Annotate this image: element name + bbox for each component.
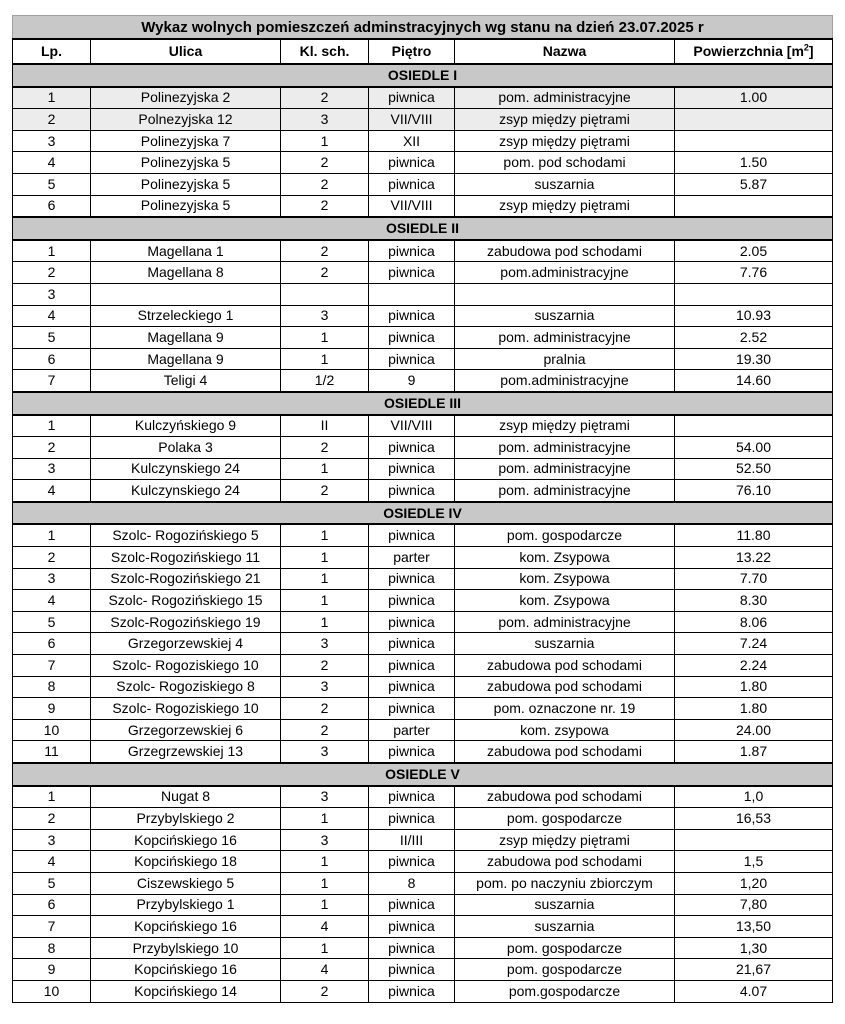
cell-nazwa: pom. administracyjne [455,87,675,109]
cell-kl: 2 [281,437,369,459]
cell-pietro [369,283,455,305]
cell-pow: 14.60 [675,370,833,392]
cell-kl: 3 [281,109,369,131]
table-row [13,959,833,981]
cell-ulica: Ciszewskiego 5 [91,872,281,894]
cell-nazwa: pom. oznaczone nr. 19 [455,698,675,720]
cell-pow: 8.30 [675,590,833,612]
cell-ulica: Przybylskiego 10 [91,937,281,959]
cell-nazwa: zsyp między piętrami [455,109,675,131]
cell-nazwa: kom. Zsypowa [455,568,675,590]
cell-nazwa: zsyp między piętrami [455,130,675,152]
cell-lp: 2 [13,437,91,459]
cell-pow: 5.87 [675,173,833,195]
cell-ulica: Kopcińskiego 16 [91,916,281,938]
cell-pow: 1.80 [675,676,833,698]
cell-lp: 3 [13,283,91,305]
cell-lp: 4 [13,851,91,873]
cell-ulica: Polinezyjska 5 [91,195,281,217]
cell-nazwa: zabudowa pod schodami [455,851,675,873]
cell-lp: 2 [13,262,91,284]
cell-pietro: piwnica [369,348,455,370]
cell-kl: 1 [281,458,369,480]
cell-pietro: VII/VIII [369,415,455,437]
section-row [13,392,833,415]
cell-ulica: Grzegorzewskiej 6 [91,719,281,741]
cell-pietro: piwnica [369,937,455,959]
cell-pietro: piwnica [369,480,455,502]
cell-lp: 1 [13,786,91,808]
table-row [13,872,833,894]
table-row [13,87,833,109]
table-row [13,568,833,590]
cell-nazwa: zabudowa pod schodami [455,786,675,808]
cell-pow [675,283,833,305]
cell-lp: 7 [13,916,91,938]
cell-pow: 2.05 [675,240,833,262]
cell-pietro: piwnica [369,458,455,480]
cell-lp: 1 [13,415,91,437]
cell-ulica: Przybylskiego 2 [91,808,281,830]
cell-kl: 1 [281,872,369,894]
header-row [13,39,833,64]
cell-pietro: piwnica [369,851,455,873]
cell-lp: 5 [13,611,91,633]
cell-nazwa: pom. gospodarcze [455,959,675,981]
cell-nazwa: pom. administracyjne [455,437,675,459]
cell-pow: 7.70 [675,568,833,590]
cell-nazwa: pom.gospodarcze [455,980,675,1002]
table-row [13,698,833,720]
table-row [13,370,833,392]
cell-nazwa: pom.administracyjne [455,262,675,284]
table-body [13,64,833,1002]
cell-lp: 3 [13,568,91,590]
cell-lp: 1 [13,87,91,109]
table-row [13,283,833,305]
table-row [13,655,833,677]
cell-ulica: Polinezyjska 5 [91,173,281,195]
table-row [13,305,833,327]
cell-pow: 11.80 [675,524,833,546]
cell-pietro: piwnica [369,786,455,808]
cell-ulica: Szolc- Rogozińskiego 15 [91,590,281,612]
cell-kl: 2 [281,719,369,741]
cell-pow: 19.30 [675,348,833,370]
cell-lp: 6 [13,894,91,916]
cell-nazwa: pom. administracyjne [455,611,675,633]
cell-pietro: piwnica [369,808,455,830]
cell-ulica: Magellana 1 [91,240,281,262]
section-title: OSIEDLE III [13,392,833,415]
cell-pow: 52.50 [675,458,833,480]
pow-label: Powierzchnia [m [693,43,804,59]
section-title: OSIEDLE IV [13,502,833,525]
cell-pow: 13,50 [675,916,833,938]
col-header-pietro: Piętro [369,39,455,64]
cell-lp: 7 [13,655,91,677]
table-row [13,458,833,480]
cell-nazwa: zabudowa pod schodami [455,240,675,262]
cell-nazwa: kom. zsypowa [455,719,675,741]
cell-nazwa: pom. pod schodami [455,152,675,174]
cell-nazwa: pom. po naczyniu zbiorczym [455,872,675,894]
table-row [13,173,833,195]
cell-pow: 1.50 [675,152,833,174]
cell-lp: 1 [13,240,91,262]
table-row [13,741,833,763]
cell-kl: 3 [281,305,369,327]
cell-ulica: Szolc-Rogozińskiego 19 [91,611,281,633]
cell-pietro: 8 [369,872,455,894]
cell-ulica: Polnezyjska 12 [91,109,281,131]
cell-pow: 7.24 [675,633,833,655]
cell-kl: 1 [281,808,369,830]
cell-nazwa: zabudowa pod schodami [455,676,675,698]
cell-ulica: Szolc- Rogoziskiego 10 [91,655,281,677]
table-row [13,937,833,959]
cell-pow: 2.52 [675,327,833,349]
cell-pietro: piwnica [369,173,455,195]
cell-ulica: Kulczyńskiego 9 [91,415,281,437]
cell-pow: 16,53 [675,808,833,830]
cell-lp: 10 [13,719,91,741]
cell-nazwa: zsyp między piętrami [455,829,675,851]
table-row [13,152,833,174]
cell-kl: 2 [281,980,369,1002]
cell-pietro: VII/VIII [369,195,455,217]
cell-kl: 1 [281,568,369,590]
cell-pietro: piwnica [369,676,455,698]
cell-kl: 2 [281,87,369,109]
cell-kl: 3 [281,741,369,763]
cell-pietro: piwnica [369,262,455,284]
cell-ulica: Magellana 9 [91,327,281,349]
cell-lp: 10 [13,980,91,1002]
cell-ulica: Polaka 3 [91,437,281,459]
cell-kl: 1 [281,327,369,349]
cell-lp: 2 [13,109,91,131]
cell-pow: 1,20 [675,872,833,894]
cell-pow: 54.00 [675,437,833,459]
cell-pow: 8.06 [675,611,833,633]
cell-lp: 5 [13,872,91,894]
cell-pietro: piwnica [369,655,455,677]
cell-ulica: Szolc- Rogoziskiego 10 [91,698,281,720]
cell-nazwa [455,283,675,305]
cell-ulica: Grzegorzewskiej 4 [91,633,281,655]
cell-lp: 3 [13,458,91,480]
cell-kl: 2 [281,480,369,502]
table-row [13,240,833,262]
cell-kl: 2 [281,173,369,195]
cell-ulica: Przybylskiego 1 [91,894,281,916]
col-header-ulica: Ulica [91,39,281,64]
cell-nazwa: zsyp między piętrami [455,195,675,217]
cell-ulica: Szolc-Rogozińskiego 21 [91,568,281,590]
cell-kl: 1 [281,130,369,152]
cell-pow: 7.76 [675,262,833,284]
cell-pietro: piwnica [369,524,455,546]
cell-pietro: piwnica [369,959,455,981]
cell-lp: 9 [13,698,91,720]
cell-lp: 4 [13,480,91,502]
cell-pietro: piwnica [369,633,455,655]
cell-lp: 2 [13,547,91,569]
cell-pietro: piwnica [369,894,455,916]
cell-kl: 2 [281,262,369,284]
table-row [13,808,833,830]
cell-ulica: Polinezyjska 2 [91,87,281,109]
cell-kl: 4 [281,916,369,938]
table-row [13,327,833,349]
cell-kl: 1 [281,524,369,546]
cell-pietro: XII [369,130,455,152]
pow-label-end: ] [808,43,814,59]
cell-ulica: Kulczynskiego 24 [91,458,281,480]
cell-ulica: Szolc- Rogozińskiego 5 [91,524,281,546]
cell-nazwa: zabudowa pod schodami [455,655,675,677]
cell-lp: 3 [13,130,91,152]
cell-nazwa: pom. gospodarcze [455,808,675,830]
cell-ulica: Magellana 9 [91,348,281,370]
section-title: OSIEDLE II [13,217,833,240]
cell-kl: 2 [281,240,369,262]
cell-nazwa: pom. gospodarcze [455,524,675,546]
document-title: Wykaz wolnych pomieszczeń adminstracyjnych wg stanu na dzień 23.07.2025 r [13,16,833,40]
cell-lp: 4 [13,590,91,612]
cell-pietro: VII/VIII [369,109,455,131]
cell-ulica: Polinezyjska 7 [91,130,281,152]
cell-nazwa: kom. Zsypowa [455,547,675,569]
cell-ulica: Polinezyjska 5 [91,152,281,174]
cell-ulica: Szolc- Rogoziskiego 8 [91,676,281,698]
cell-lp: 9 [13,959,91,981]
cell-pietro: 9 [369,370,455,392]
cell-kl: 1 [281,937,369,959]
cell-pietro: piwnica [369,305,455,327]
cell-pietro: piwnica [369,568,455,590]
cell-ulica: Nugat 8 [91,786,281,808]
cell-kl: 1/2 [281,370,369,392]
cell-lp: 6 [13,195,91,217]
cell-lp: 5 [13,173,91,195]
cell-ulica: Kopcińskiego 16 [91,959,281,981]
cell-pietro: piwnica [369,916,455,938]
cell-lp: 8 [13,937,91,959]
cell-nazwa: pom. administracyjne [455,480,675,502]
cell-pietro: piwnica [369,87,455,109]
table-row [13,676,833,698]
cell-kl: 3 [281,676,369,698]
cell-kl: 1 [281,894,369,916]
cell-kl: 4 [281,959,369,981]
cell-pietro: piwnica [369,611,455,633]
cell-nazwa: pom. administracyjne [455,327,675,349]
cell-pow: 7,80 [675,894,833,916]
cell-pow: 21,67 [675,959,833,981]
cell-kl: 3 [281,633,369,655]
cell-nazwa: kom. Zsypowa [455,590,675,612]
table-row [13,109,833,131]
cell-ulica: Szolc-Rogozińskiego 11 [91,547,281,569]
document-sheet [12,15,832,1003]
cell-ulica: Grzegrzewskiej 13 [91,741,281,763]
cell-pow [675,195,833,217]
cell-pietro: piwnica [369,590,455,612]
cell-kl: 1 [281,851,369,873]
cell-nazwa: zabudowa pod schodami [455,741,675,763]
table-row [13,851,833,873]
cell-pietro: piwnica [369,980,455,1002]
table-row [13,719,833,741]
cell-pow: 4.07 [675,980,833,1002]
cell-lp: 5 [13,327,91,349]
cell-nazwa: suszarnia [455,173,675,195]
table-row [13,437,833,459]
cell-ulica: Kopcińskiego 16 [91,829,281,851]
cell-nazwa: pom.administracyjne [455,370,675,392]
cell-pietro: piwnica [369,741,455,763]
cell-ulica: Kulczynskiego 24 [91,480,281,502]
cell-pietro: piwnica [369,240,455,262]
cell-nazwa: pom. administracyjne [455,458,675,480]
cell-kl: 2 [281,698,369,720]
table-row [13,590,833,612]
table-row [13,786,833,808]
section-row [13,763,833,786]
cell-pietro: piwnica [369,698,455,720]
table-row [13,262,833,284]
table-row [13,611,833,633]
cell-pow: 13.22 [675,547,833,569]
cell-nazwa: suszarnia [455,894,675,916]
cell-kl: 2 [281,152,369,174]
section-row [13,64,833,87]
table-row [13,547,833,569]
cell-pow: 24.00 [675,719,833,741]
cell-pietro: piwnica [369,327,455,349]
cell-lp: 6 [13,348,91,370]
cell-nazwa: pom. gospodarcze [455,937,675,959]
cell-pow: 76.10 [675,480,833,502]
section-row [13,217,833,240]
table-row [13,916,833,938]
cell-kl: II [281,415,369,437]
table-row [13,524,833,546]
cell-ulica: Teligi 4 [91,370,281,392]
col-header-kl: Kl. sch. [281,39,369,64]
cell-kl: 2 [281,655,369,677]
cell-lp: 1 [13,524,91,546]
cell-lp: 8 [13,676,91,698]
cell-pow [675,415,833,437]
cell-pow: 1,30 [675,937,833,959]
cell-ulica [91,283,281,305]
table-row [13,829,833,851]
cell-kl: 3 [281,829,369,851]
cell-kl: 1 [281,547,369,569]
table-row [13,415,833,437]
cell-pietro: parter [369,547,455,569]
table-row [13,980,833,1002]
cell-nazwa: suszarnia [455,916,675,938]
cell-nazwa: suszarnia [455,633,675,655]
cell-kl [281,283,369,305]
cell-ulica: Strzeleckiego 1 [91,305,281,327]
cell-lp: 7 [13,370,91,392]
cell-pietro: piwnica [369,152,455,174]
cell-pow [675,829,833,851]
title-row [13,16,833,40]
section-title: OSIEDLE V [13,763,833,786]
col-header-lp: Lp. [13,39,91,64]
cell-pietro: parter [369,719,455,741]
cell-kl: 2 [281,195,369,217]
cell-pietro: II/III [369,829,455,851]
cell-pow: 1,0 [675,786,833,808]
cell-pow: 1.87 [675,741,833,763]
cell-pow [675,109,833,131]
cell-kl: 1 [281,611,369,633]
cell-ulica: Kopcińskiego 14 [91,980,281,1002]
cell-kl: 3 [281,786,369,808]
cell-nazwa: zsyp między piętrami [455,415,675,437]
cell-pow: 1.00 [675,87,833,109]
cell-lp: 4 [13,152,91,174]
cell-ulica: Magellana 8 [91,262,281,284]
table-row [13,894,833,916]
cell-pietro: piwnica [369,437,455,459]
cell-pow: 1,5 [675,851,833,873]
cell-kl: 1 [281,348,369,370]
cell-pow: 1.80 [675,698,833,720]
cell-pow: 10.93 [675,305,833,327]
section-title: OSIEDLE I [13,64,833,87]
cell-nazwa: pralnia [455,348,675,370]
table-row [13,480,833,502]
table-row [13,195,833,217]
pow-unit-sup: 2 [803,42,809,53]
section-row [13,502,833,525]
cell-pow [675,130,833,152]
col-header-nazwa: Nazwa [455,39,675,64]
cell-nazwa: suszarnia [455,305,675,327]
table-row [13,130,833,152]
rooms-table [12,15,833,1003]
cell-pow: 2.24 [675,655,833,677]
cell-lp: 2 [13,808,91,830]
table-row [13,348,833,370]
cell-lp: 6 [13,633,91,655]
cell-lp: 4 [13,305,91,327]
cell-ulica: Kopcińskiego 18 [91,851,281,873]
cell-kl: 1 [281,590,369,612]
table-row [13,633,833,655]
cell-lp: 11 [13,741,91,763]
col-header-powierzchnia [675,39,833,64]
cell-lp: 3 [13,829,91,851]
